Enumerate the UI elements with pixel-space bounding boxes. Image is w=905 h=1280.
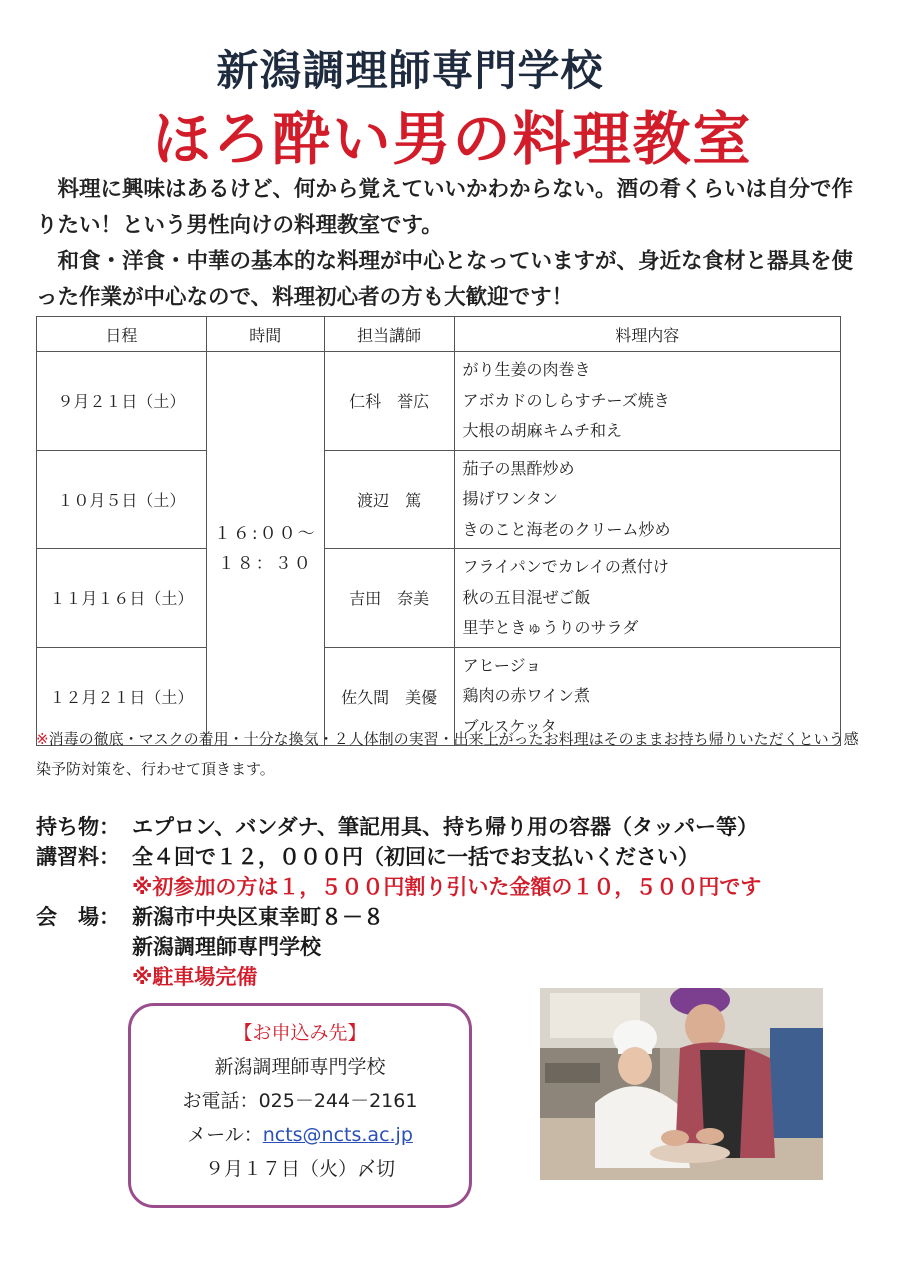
venue-name: 新潟調理師専門学校 (132, 935, 321, 959)
contact-mail-line (131, 1118, 469, 1152)
deadline: ９月１７日（火）〆切 (204, 1158, 395, 1180)
dish-item: アヒージョ (462, 655, 542, 675)
table-header-row (37, 317, 841, 352)
items-value: エプロン、バンダナ、筆記用具、持ち帰り用の容器（タッパー等） (132, 815, 759, 839)
phone-label: お電話： (182, 1090, 259, 1112)
header-teacher: 担当講師 (324, 317, 454, 352)
time-start: １６:００～ (213, 523, 317, 544)
venue-address: 新潟市中央区東幸町８－８ (132, 905, 384, 929)
dishes-cell (454, 549, 840, 648)
teacher-cell: 佐久間 美優 (324, 647, 454, 746)
fee-discount-note: ※初参加の方は１，５００円割り引いた金額の１０，５００円です (132, 875, 762, 899)
school-name: 新潟調理師専門学校 (216, 46, 604, 95)
intro-paragraph-2: 和食・洋食・中華の基本的な料理が中心となっていますが、身近な食材と器具を使った作業が中心なので、料理初心者の方も大歓迎です！ (36, 249, 854, 310)
items-label: 持ち物： (36, 815, 120, 839)
event-info (36, 812, 896, 992)
date-cell: ９月２１日（土） (37, 352, 207, 451)
schedule-table (36, 316, 841, 746)
dish-item: がり生姜の肉巻き (462, 360, 591, 379)
venue-row (36, 902, 896, 932)
date-cell: １２月２１日（土） (37, 647, 207, 746)
page-title: ほろ酔い男の料理教室 (152, 105, 753, 173)
fee-value: 全４回で１２，０００円（初回に一括でお支払いください） (132, 845, 699, 869)
header-date: 日程 (37, 317, 207, 352)
contact-school: 新潟調理師専門学校 (214, 1056, 386, 1078)
dish-item: 鶏肉の赤ワイン煮 (462, 686, 591, 705)
note-mark: ※ (36, 730, 49, 748)
dishes-cell (454, 352, 840, 451)
header-time: 時間 (206, 317, 324, 352)
items-row (36, 812, 896, 842)
contact-box (128, 1003, 472, 1208)
time-end: １８：３０ (217, 553, 313, 574)
email-link[interactable]: ncts@ncts.ac.jp (262, 1124, 413, 1146)
cooking-photo-illustration (540, 988, 823, 1180)
table-row (37, 450, 841, 549)
dish-item: 里芋ときゅうりのサラダ (462, 618, 639, 637)
note-text: 消毒の徹底・マスクの着用・十分な換気・２人体制の実習・出来上がったお料理はそのままお持ち帰りいただくという感染予防対策を、行わせて頂きます。 (36, 730, 859, 778)
fee-note-row (36, 872, 896, 902)
contact-heading: 【お申込み先】 (233, 1022, 367, 1044)
date-cell: １１月１６日（土） (37, 549, 207, 648)
dish-item: ブルスケッタ (462, 716, 557, 736)
fee-row (36, 842, 896, 872)
intro-paragraph-1: 料理に興味はあるけど、何から覚えていいかわからない。酒の肴くらいは自分で作りたい！という男性向けの料理教室です。 (36, 177, 854, 238)
venue-label: 会 場： (36, 905, 120, 929)
safety-note (36, 724, 866, 784)
teacher-cell: 仁科 誉広 (324, 352, 454, 451)
dish-item: フライパンでカレイの煮付け (462, 557, 669, 576)
intro-text (36, 172, 866, 316)
header-dishes: 料理内容 (454, 317, 840, 352)
parking-note: ※駐車場完備 (132, 965, 258, 989)
teacher-cell: 吉田 奈美 (324, 549, 454, 648)
date-cell: １０月５日（土） (37, 450, 207, 549)
table-row (37, 549, 841, 648)
table-row (37, 352, 841, 451)
dish-item: アボカドのしらすチーズ焼き (462, 390, 670, 410)
mail-label: メール： (187, 1124, 263, 1146)
cooking-class-photo (540, 988, 823, 1180)
dish-item: 大根の胡麻キムチ和え (462, 421, 623, 440)
dishes-cell (454, 450, 840, 549)
dish-item: 茄子の黒酢炒め (462, 458, 575, 478)
phone-number: 025－244－2161 (258, 1090, 418, 1112)
dish-item: 秋の五目混ぜご飯 (462, 587, 591, 607)
dish-item: 揚げワンタン (462, 489, 558, 508)
dish-item: きのこと海老のクリーム炒め (462, 519, 671, 539)
contact-phone-line (131, 1084, 469, 1118)
time-cell (206, 352, 324, 746)
teacher-cell: 渡辺 篤 (324, 450, 454, 549)
fee-label: 講習料： (36, 845, 120, 869)
